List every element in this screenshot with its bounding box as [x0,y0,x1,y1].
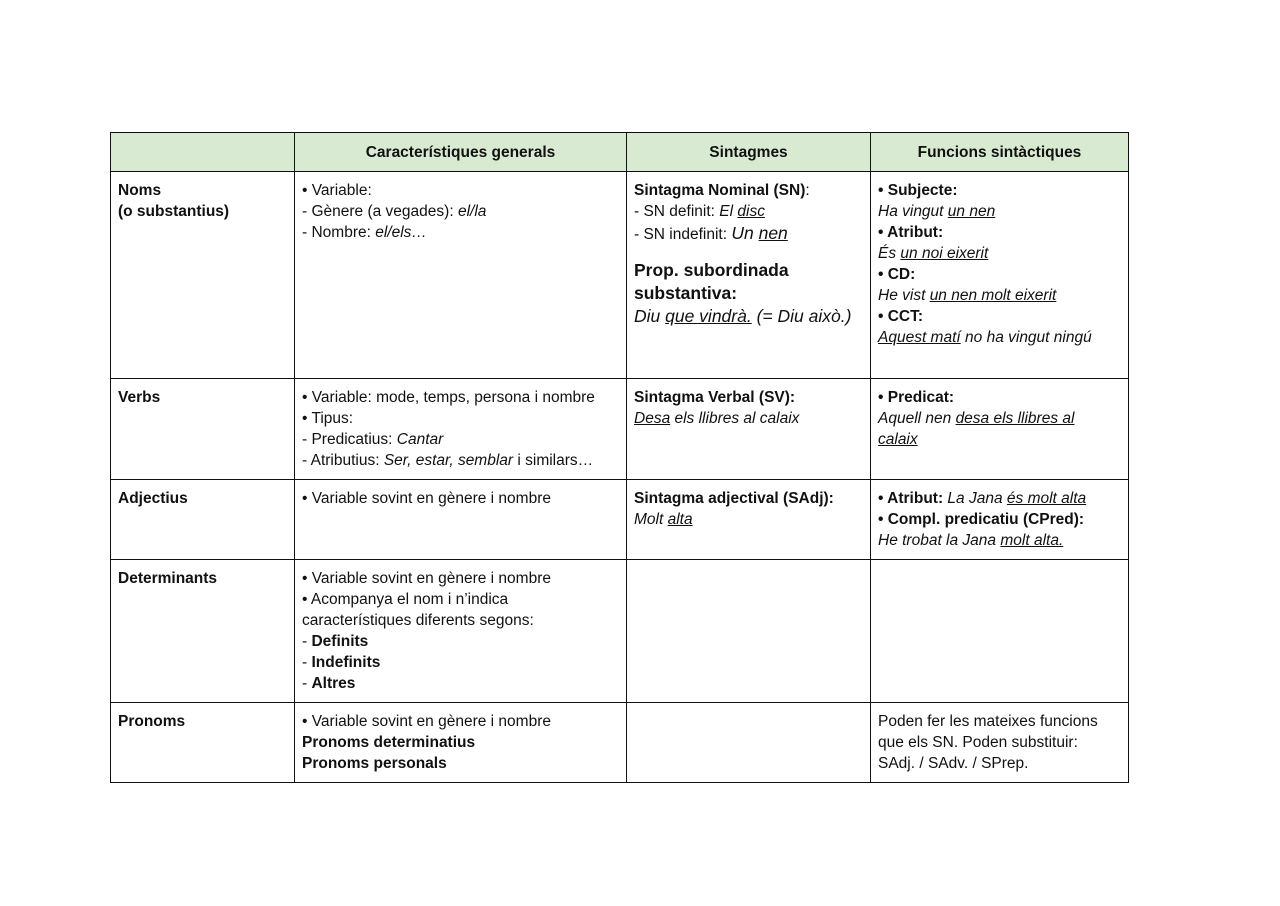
text-run: substantiva: [634,283,738,303]
text-line [302,753,619,774]
text-run: • Acompanya el nom i n’indica [302,591,509,608]
general-cell [295,560,627,703]
text-run: Sintagma adjectival (SAdj): [634,490,834,507]
text-line [634,488,863,509]
text-line [634,222,863,245]
text-line [118,201,287,222]
text-line [878,711,1121,732]
text-run: El [719,203,738,220]
text-run: un nen [947,203,996,220]
text-run: no ha vingut ningú [960,329,1092,346]
header-row [111,133,1129,172]
text-line [302,631,619,652]
text-run: - SN indefinit: [634,226,732,243]
text-run: - Predicatius: [302,431,397,448]
text-run: La Jana [943,490,1007,507]
header-general: Característiques generals [295,133,627,172]
text-line [302,568,619,589]
funcions-cell [871,379,1129,480]
text-line [302,652,619,673]
text-run: nen [758,223,788,243]
text-run: • CCT: [878,308,924,325]
text-run: - Atributius: [302,452,384,469]
text-line [302,610,619,631]
row-label [111,480,295,560]
text-line [302,201,619,222]
text-line [634,180,863,201]
sintagmes-cell [627,172,871,379]
general-cell [295,379,627,480]
text-line [878,180,1121,201]
text-line [302,180,619,201]
header-sintagmes: Sintagmes [627,133,871,172]
text-run: que vindrà. [665,306,752,326]
text-run: • Compl. predicatiu (CPred): [878,511,1085,528]
text-line [878,306,1121,327]
text-line [302,450,619,471]
text-run: • Variable: [302,182,372,199]
text-line [302,711,619,732]
text-line [878,201,1121,222]
text-run: Molt [634,511,668,528]
text-run: Desa [634,410,671,427]
sintagmes-cell [627,480,871,560]
text-run: • Predicat: [878,389,955,406]
text-run: (o substantius) [118,203,230,220]
text-line [878,243,1121,264]
text-run: - Nombre: [302,224,376,241]
text-run: • Tipus: [302,410,354,427]
row-label [111,172,295,379]
text-line [118,488,287,509]
text-run: els llibres al calaix [670,410,800,427]
text-run: Aquest matí [878,329,961,346]
funcions-cell [871,703,1129,783]
grammar-table [110,132,1129,783]
text-run: Verbs [118,389,161,406]
text-run: Indefinits [311,654,381,671]
text-line [634,259,863,282]
text-run: molt alta. [1000,532,1064,549]
text-line [634,509,863,530]
text-run: Noms [118,182,162,199]
text-line [634,282,863,305]
text-run: - [302,633,312,650]
row-pronoms [111,703,1129,783]
row-label [111,703,295,783]
text-line [302,387,619,408]
text-line [118,180,287,201]
text-run: desa els llibres al [955,410,1075,427]
text-run: Pronoms [118,713,186,730]
text-run: - SN definit: [634,203,720,220]
text-line [878,530,1121,551]
row-determinants [111,560,1129,703]
text-run: un noi eixerit [900,245,989,262]
text-run: el/la [457,203,487,220]
text-run: és molt alta [1006,490,1087,507]
row-label [111,379,295,480]
text-run: Altres [311,675,356,692]
text-run: • Variable sovint en gènere i nombre [302,490,551,507]
text-run: Ha vingut [878,203,948,220]
general-cell [295,703,627,783]
text-run: Sintagma Nominal (SN) [634,182,806,199]
text-run: Definits [311,633,369,650]
text-run: : [805,182,810,199]
text-line [878,264,1121,285]
text-run: i similars… [513,452,594,469]
text-run: calaix [878,431,918,448]
text-run: Un [731,223,759,243]
header-blank [111,133,295,172]
text-run: alta [667,511,693,528]
sintagmes-cell [627,379,871,480]
text-run: • Atribut: [878,490,944,507]
text-run: - [302,654,312,671]
text-line [302,732,619,753]
text-run: Pronoms determinatius [302,734,476,751]
text-run: SAdj. / SAdv. / SPrep. [878,755,1029,772]
funcions-cell [871,172,1129,379]
text-run: És [878,245,901,262]
text-run: • Variable: mode, temps, persona i nombre [302,389,595,406]
line-gap [634,245,863,259]
text-run: • Variable sovint en gènere i nombre [302,713,551,730]
funcions-cell [871,480,1129,560]
general-cell [295,480,627,560]
text-line [302,408,619,429]
text-run: Poden fer les mateixes funcions [878,713,1098,730]
text-run: que els SN. Poden substituir: [878,734,1078,751]
row-noms [111,172,1129,379]
text-line [878,753,1121,774]
text-line [878,327,1121,348]
text-line [118,387,287,408]
text-run: Diu [634,306,666,326]
text-line [878,222,1121,243]
text-line [878,509,1121,530]
text-run: Pronoms personals [302,755,447,772]
text-line [878,429,1121,450]
text-line [302,673,619,694]
text-run: • Atribut: [878,224,944,241]
sintagmes-cell [627,560,871,703]
text-run: Aquell nen [878,410,956,427]
text-line [634,305,863,328]
text-run: un nen molt eixerit [929,287,1057,304]
text-run: He trobat la Jana [878,532,1001,549]
text-run: el/els… [375,224,427,241]
header-funcions: Funcions sintàctiques [871,133,1129,172]
text-line [302,429,619,450]
text-line [878,285,1121,306]
text-line [302,222,619,243]
text-line [118,711,287,732]
general-cell [295,172,627,379]
text-run: • Variable sovint en gènere i nombre [302,570,551,587]
text-run: Determinants [118,570,218,587]
text-run: Adjectius [118,490,188,507]
text-run: disc [737,203,765,220]
text-line [634,201,863,222]
sintagmes-cell [627,703,871,783]
text-line [302,589,619,610]
text-line [878,408,1121,429]
text-line [634,408,863,429]
text-run: He vist [878,287,930,304]
text-run: Ser, estar, semblar [383,452,514,469]
text-run: Prop. subordinada [634,260,789,280]
text-run: característiques diferents segons: [302,612,534,629]
row-adjectius [111,480,1129,560]
text-line [302,488,619,509]
text-line [634,387,863,408]
row-verbs [111,379,1129,480]
text-run: Cantar [396,431,444,448]
funcions-cell [871,560,1129,703]
text-run: • CD: [878,266,916,283]
text-run: (= Diu això.) [751,306,852,326]
row-label [111,560,295,703]
text-run: • Subjecte: [878,182,958,199]
text-run: - Gènere (a vegades): [302,203,458,220]
text-line [118,568,287,589]
text-run: Sintagma Verbal (SV): [634,389,796,406]
text-run: - [302,675,312,692]
text-line [878,488,1121,509]
text-line [878,732,1121,753]
text-line [878,387,1121,408]
